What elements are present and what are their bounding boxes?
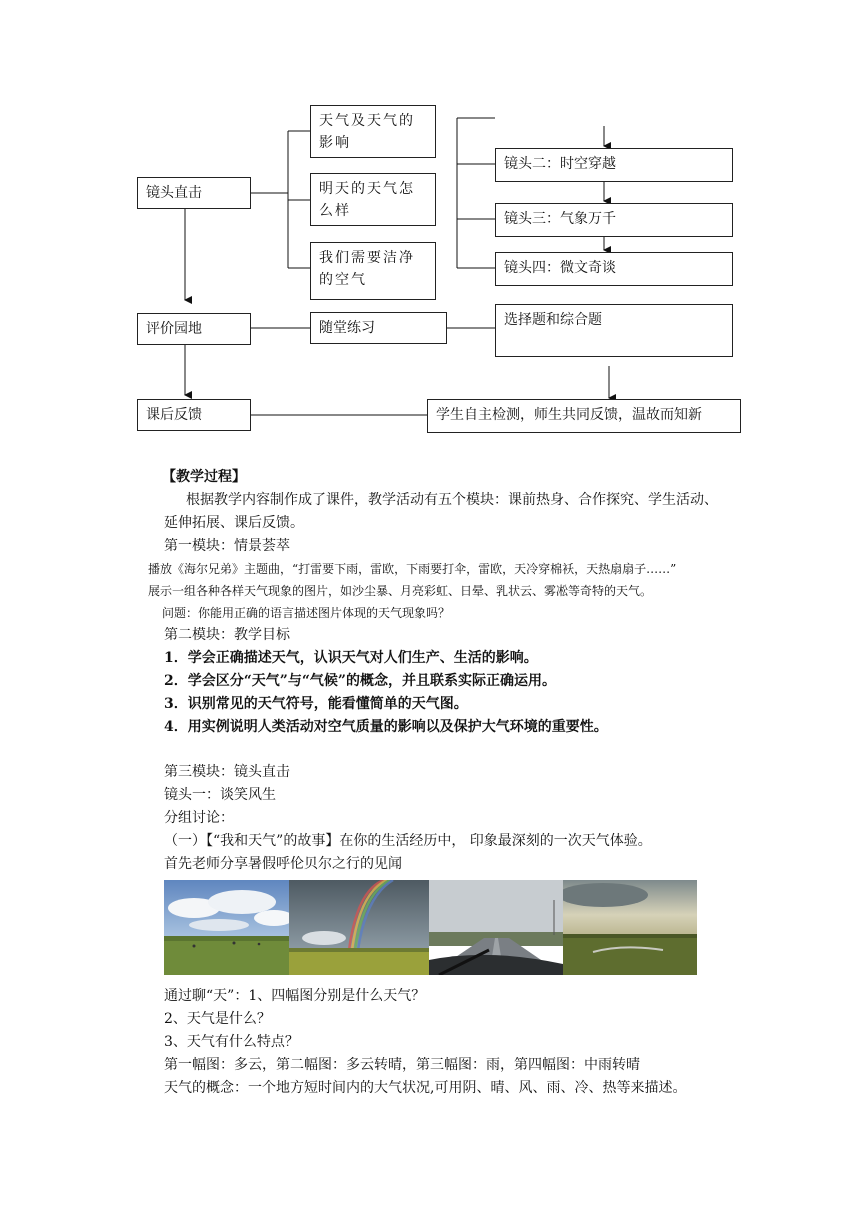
node-label: 学生自主检测，师生共同反馈，温故而知新 <box>436 407 702 423</box>
intro-line-1: 根据教学内容制作成了课件，教学活动有五个模块：课前热身、合作探究、学生活动、 <box>186 492 718 508</box>
node-label: 天气及天气的影响 <box>319 113 415 151</box>
answers: 第一幅图：多云，第二幅图：多云转晴，第三幅图：雨，第四幅图：中雨转晴 <box>164 1057 640 1073</box>
goal-3: 3．识别常见的天气符号，能看懂简单的天气图。 <box>164 696 468 712</box>
goal-4: 4．用实例说明人类活动对空气质量的影响以及保护大气环境的重要性。 <box>164 719 608 735</box>
module3-title: 第三模块：镜头直击 <box>164 764 290 780</box>
node-lens-3 <box>495 203 733 237</box>
module1-question: 问题：你能用正确的语言描述图片体现的天气现象吗？ <box>162 606 451 620</box>
lens-1-title: 镜头一：谈笑风生 <box>164 787 276 803</box>
story-prompt: （一）【“我和天气”的故事】在你的生活经历中， 印象最深刻的一次天气体验。 <box>164 833 652 849</box>
intro-line-2: 延伸拓展、课后反馈。 <box>164 515 304 531</box>
node-lens-2 <box>495 148 733 182</box>
question-3: 3、天气有什么特点？ <box>164 1034 299 1050</box>
question-1: 通过聊“天”：1、四幅图分别是什么天气？ <box>164 988 426 1004</box>
node-self-check <box>427 399 741 433</box>
photo-cloudy-grassland <box>164 880 289 975</box>
node-label: 明天的天气怎么样 <box>319 181 415 219</box>
photo-rain-to-sunny <box>563 880 697 975</box>
node-feedback <box>137 399 251 431</box>
node-label: 随堂练习 <box>319 320 375 336</box>
photo-rainbow <box>289 880 429 975</box>
node-weather-influence <box>310 105 436 158</box>
node-choice-questions <box>495 304 733 357</box>
goal-2: 2．学会区分“天气”与“气候”的概念，并且联系实际正确运用。 <box>164 673 556 689</box>
module1-line-2: 展示一组各种各样天气现象的图片，如沙尘暴、月亮彩虹、日晕、乳状云、雾凇等奇特的天气。 <box>148 584 653 598</box>
node-clean-air <box>310 242 436 300</box>
node-label: 评价园地 <box>146 321 202 337</box>
node-evaluation <box>137 313 251 345</box>
node-lens-4 <box>495 252 733 286</box>
node-label: 课后反馈 <box>146 407 202 423</box>
node-label: 选择题和综合题 <box>504 312 602 328</box>
section-title: 【教学过程】 <box>162 469 246 485</box>
node-label: 镜头四：微文奇谈 <box>504 260 616 276</box>
teacher-share: 首先老师分享暑假呼伦贝尔之行的见闻 <box>164 856 402 872</box>
node-class-practice <box>310 312 447 344</box>
node-label: 镜头直击 <box>146 185 202 201</box>
node-label: 我们需要洁净的空气 <box>319 250 415 288</box>
node-label: 镜头二：时空穿越 <box>504 156 616 172</box>
module2-title: 第二模块：教学目标 <box>164 627 290 643</box>
module1-title: 第一模块：情景荟萃 <box>164 538 290 554</box>
question-2: 2、天气是什么？ <box>164 1011 271 1027</box>
weather-concept: 天气的概念：一个地方短时间内的大气状况,可用阴、晴、风、雨、冷、热等来描述。 <box>164 1080 687 1096</box>
node-lens-direct <box>137 177 251 209</box>
group-discussion: 分组讨论： <box>164 810 234 826</box>
module1-line-1: 播放《海尔兄弟》主题曲，“打雷要下雨，雷欧，下雨要打伞，雷欧，天冷穿棉袄，天热扇扇子……” <box>148 562 677 576</box>
photo-rain-road <box>429 880 563 975</box>
goal-1: 1．学会正确描述天气，认识天气对人们生产、生活的影响。 <box>164 650 538 666</box>
node-tomorrow-weather <box>310 173 436 226</box>
node-label: 镜头三：气象万千 <box>504 211 616 227</box>
